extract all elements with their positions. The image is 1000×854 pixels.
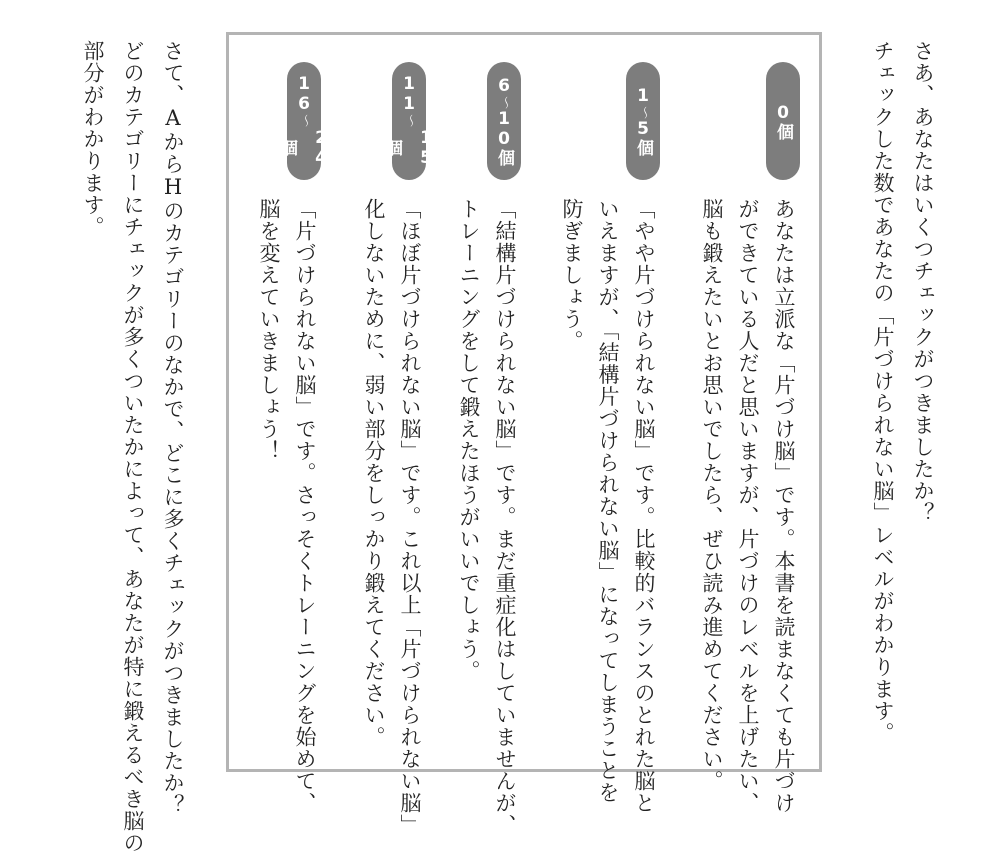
level-11-15-line-2: 化しないために、弱い部分をしっかり鍛えてください。	[362, 198, 386, 748]
level-badge-0	[766, 62, 800, 180]
level-11-15-line-1: 「ほぼ片づけられない脳」です。これ以上「片づけられない脳」	[398, 198, 422, 836]
level-1-5-line-2: いえますが、「結構片づけられない脳」になってしまうことを	[596, 198, 620, 804]
level-badge-0-text: 0個	[773, 102, 793, 140]
level-0-line-3: 脳も鍛えたいとお思いでしたら、ぜひ読み進めてください。	[700, 198, 724, 792]
level-1-5-line-1: 「やや片づけられない脳」です。比較的バランスのとれた脳と	[632, 198, 656, 814]
level-badge-11-15-bottom: 15個	[382, 127, 436, 168]
level-6-10-line-2: トレーニングをして鍛えたほうがいいでしょう。	[457, 198, 481, 682]
outro-line-1: さて、AからHのカテゴリーのなかで、どこに多くチェックがつきましたか？	[161, 40, 185, 816]
level-badge-16-24-bottom: 24個	[277, 127, 331, 168]
level-16-24-line-1: 「片づけられない脳」です。さっそくトレーニングを始めて、	[293, 198, 317, 814]
level-badge-1-5-top: 1	[633, 86, 653, 106]
level-16-24-line-2: 脳を変えていきましょう！	[257, 198, 281, 462]
outro-line-3: 部分がわかります。	[81, 40, 105, 238]
level-badge-1-5-bottom: 5個	[633, 119, 653, 156]
level-badge-16-24-tilde: ～	[297, 114, 312, 127]
intro-line-1: さあ、あなたはいくつチェックがつきましたか？	[911, 40, 935, 524]
level-badge-6-10-top: 6	[494, 76, 514, 96]
level-badge-6-10	[487, 62, 521, 180]
level-badge-6-10-tilde: ～	[497, 96, 512, 109]
level-badge-16-24-top: 16	[294, 74, 314, 114]
level-6-10-line-1: 「結構片づけられない脳」です。まだ重症化はしていませんが、	[493, 198, 517, 836]
level-badge-11-15	[382, 62, 436, 180]
level-badge-1-5	[626, 62, 660, 180]
level-badge-11-15-top: 11	[399, 74, 419, 114]
intro-line-2: チェックした数であなたの「片づけられない脳」レベルがわかります。	[871, 40, 895, 744]
level-0-line-2: ができている人だと思いますが、片づけのレベルを上げたい、	[736, 198, 760, 814]
level-0-line-1: あなたは立派な「片づけ脳」です。本書を読まなくても片づけ	[772, 198, 796, 814]
level-1-5-line-3: 防ぎましょう。	[560, 198, 584, 352]
level-badge-1-5-tilde: ～	[636, 106, 651, 119]
level-badge-16-24	[277, 62, 331, 180]
outro-line-2: どのカテゴリーにチェックが多くついたかによって、あなたが特に鍛えるべき脳の	[121, 40, 145, 854]
level-badge-6-10-bottom: 10個	[494, 109, 514, 166]
level-badge-11-15-tilde: ～	[402, 114, 417, 127]
